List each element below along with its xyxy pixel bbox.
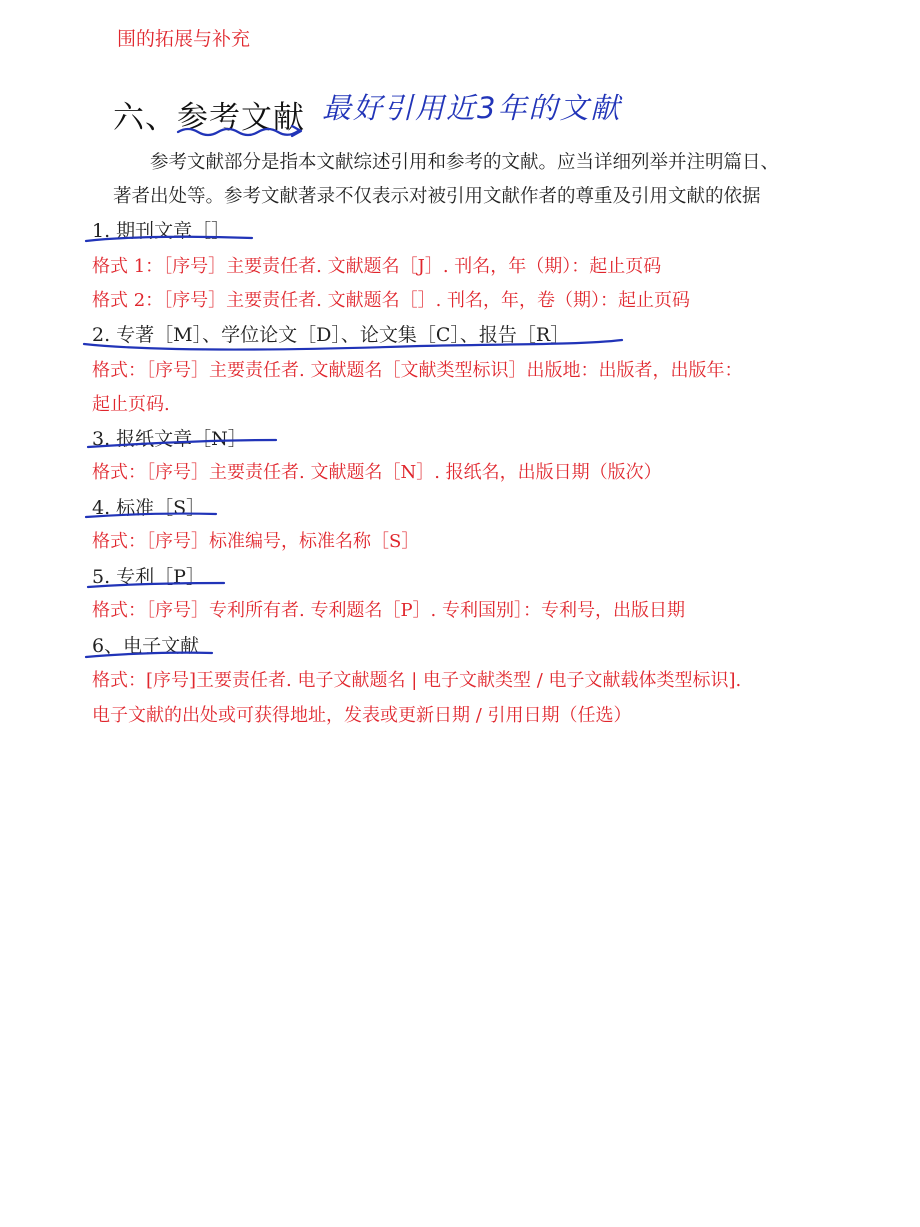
item-heading-standard: 4. 标准［S］ xyxy=(92,497,206,519)
format-line-newspaper: 格式：［序号］主要责任者. 文献题名［N］. 报纸名，出版日期（版次） xyxy=(92,462,662,483)
format-line-electronic-1: 格式：[序号]王要责任者. 电子文献题名 | 电子文献类型 / 电子文献载体类型标识]. xyxy=(92,670,742,691)
format-line-electronic-2: 电子文献的出处或可获得地址，发表或更新日期 / 引用日期（任选） xyxy=(92,705,632,726)
intro-paragraph-line-2: 著者出处等。参考文献著录不仅表示对被引用文献作者的尊重及引用文献的依据 xyxy=(113,186,761,207)
format-line-patent: 格式：［序号］专利所有者. 专利题名［P］. 专利国别］：专利号，出版日期 xyxy=(92,600,685,621)
top-note-fragment: 围的拓展与补充 xyxy=(117,28,251,50)
item-heading-newspaper: 3. 报纸文章［N］ xyxy=(92,428,247,450)
format-line-journal-1: 格式 1：［序号］主要责任者. 文献题名［J］. 刊名，年（期）：起止页码 xyxy=(92,256,662,277)
item-heading-electronic: 6、电子文献 xyxy=(92,635,200,657)
item-heading-journal: 1. 期刊文章［］ xyxy=(92,220,231,242)
format-line-standard: 格式：［序号］标准编号，标准名称［S］ xyxy=(92,531,420,552)
item-heading-monograph: 2. 专著［M］、学位论文［D］、论文集［C］、报告［R］ xyxy=(92,324,570,346)
intro-paragraph-line-1: 参考文献部分是指本文献综述引用和参考的文献。应当详细列举并注明篇日、 xyxy=(150,152,780,173)
format-line-monograph-2: 起止页码. xyxy=(92,394,170,415)
section-title: 六、参考文献 xyxy=(113,100,305,136)
item-heading-patent: 5. 专利［P］ xyxy=(92,566,205,588)
handwritten-annotation: 最好引用近3年的文献 xyxy=(322,91,622,125)
format-line-journal-2: 格式 2：［序号］主要责任者. 文献题名［］. 刊名，年，卷（期）：起止页码 xyxy=(92,290,691,311)
format-line-monograph-1: 格式：［序号］主要责任者. 文献题名［文献类型标识］出版地：出版者，出版年： xyxy=(92,360,743,381)
